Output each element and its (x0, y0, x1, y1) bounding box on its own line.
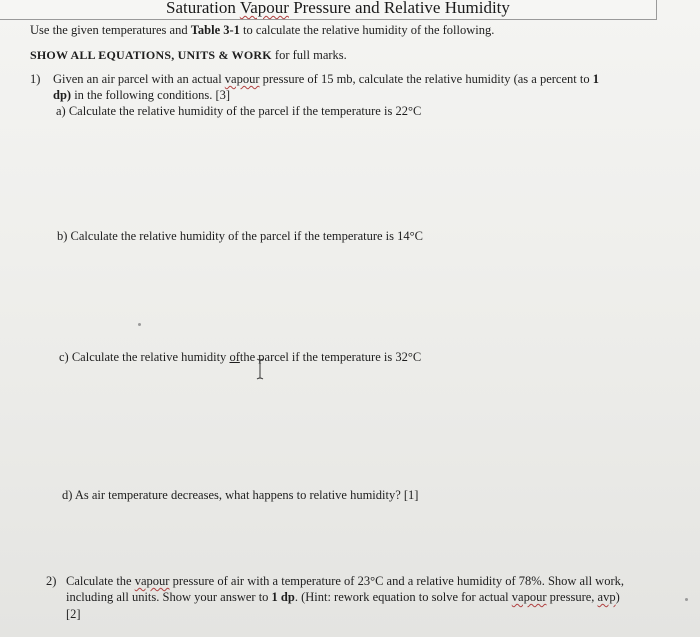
q1-line-1 (53, 72, 599, 87)
title-bar (0, 0, 657, 20)
title-text-vapour: Vapour (239, 0, 289, 17)
q1-part-c-of: of (229, 350, 240, 364)
q1-line-2 (53, 88, 230, 103)
q1-part-d: d) As air temperature decreases, what happens to relative humidity? [1] (62, 488, 419, 502)
title-text-end: Pressure and Relative Humidity (288, 0, 510, 17)
instruction-bold: SHOW ALL EQUATIONS, UNITS & WORK (30, 48, 272, 62)
q1-line2-rest: in the following conditions. [3] (71, 88, 231, 102)
q1-part-c-end: parcel if the temperature is 32°C (255, 350, 422, 364)
q2-line-2 (66, 590, 620, 605)
q2-line1-end: pressure of air with a temperature of 23°C and a relative humidity of 78%. Show all work, (169, 574, 624, 588)
text-cursor-icon (255, 358, 265, 380)
q2-line-3: [2] (66, 607, 81, 621)
speck-dot (685, 598, 688, 601)
intro-text-start: Use the given temperatures and (30, 23, 191, 37)
q2-line2-avp: avp (597, 590, 616, 604)
q1-line1-end: pressure of 15 mb, calculate the relative humidity (as a percent to (259, 72, 593, 86)
intro-line (30, 23, 494, 38)
q2-line2-bold: 1 dp (271, 590, 295, 604)
instruction-line (30, 48, 347, 63)
q1-line2-bold: dp) (53, 88, 72, 102)
q2-line2-end: ) (615, 590, 620, 604)
q2-line2-start: including all units. Show your answer to (66, 590, 272, 604)
q1-number: 1) (30, 72, 41, 86)
q1-line1-vapour: vapour (224, 72, 260, 86)
q1-part-c-the: the (239, 350, 256, 364)
page-title (166, 0, 510, 18)
q2-number: 2) (46, 574, 57, 588)
title-text-start: Saturation (166, 0, 240, 17)
intro-text-end: to calculate the relative humidity of the following. (239, 23, 495, 37)
q1-part-c (59, 350, 421, 365)
instruction-rest: for full marks. (271, 48, 347, 62)
q1-part-b: b) Calculate the relative humidity of the parcel if the temperature is 14°C (57, 229, 423, 243)
q1-line1-start: Given an air parcel with an actual (53, 72, 225, 86)
q2-line-1 (66, 574, 624, 589)
q1-part-c-start: c) Calculate the relative humidity (59, 350, 230, 364)
q1-line1-bold: 1 (592, 72, 599, 86)
q2-line2-mid2: pressure, (546, 590, 598, 604)
q1-part-a: a) Calculate the relative humidity of the parcel if the temperature is 22°C (56, 104, 422, 118)
intro-table-ref: Table 3-1 (190, 23, 240, 37)
q2-line1-start: Calculate the (66, 574, 135, 588)
speck-dot (138, 323, 141, 326)
q2-line2-mid: . (Hint: rework equation to solve for actual (294, 590, 512, 604)
q2-line1-vapour: vapour (134, 574, 170, 588)
q2-line2-vapour: vapour (511, 590, 547, 604)
